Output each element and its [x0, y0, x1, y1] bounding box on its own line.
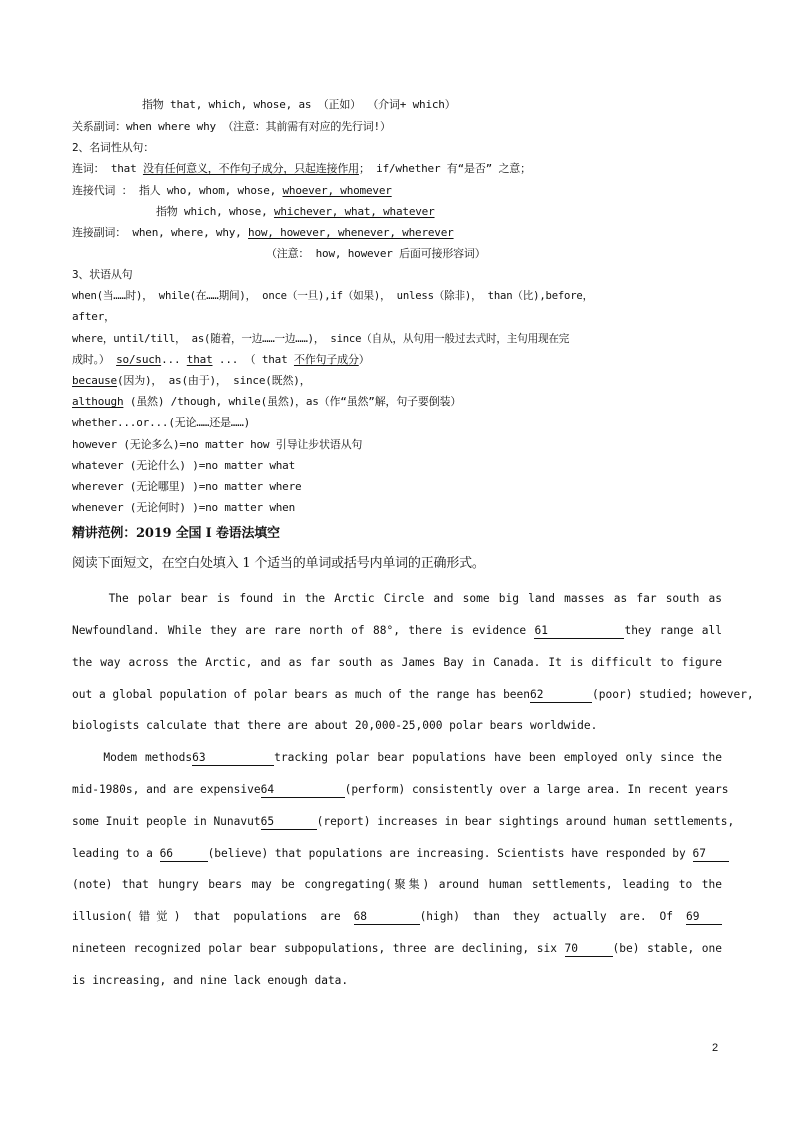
adverbial-clause-title: 3、状语从句	[72, 268, 133, 281]
rel-pron-line: 指物 that, which, whose, as （正如） （介词+ which）	[142, 98, 456, 111]
page-number: 2	[712, 1042, 719, 1054]
instruction: 阅读下面短文，在空白处填入 1 个适当的单词或括号内单词的正确形式。	[72, 556, 485, 571]
passage-line: biologists calculate that there are about 20,000-25,000 polar bears worldwide.	[72, 719, 598, 732]
passage-line: leading to a 66 (believe) that populations are increasing. Scientists have responded by 67	[72, 846, 722, 862]
noun-clause-title: 2、名词性从句：	[72, 141, 155, 154]
passage-line: (note) that hungry bears may be congregating(聚集) around human settlements, leading to the	[72, 878, 722, 891]
passage-line: The polar bear is found in the Arctic Circle and some big land masses as far south as	[72, 592, 722, 605]
adv-line-3: where，until/till， as(随着，一边……一边……)， since（自从，从句用一般过去式时，主句用现在完	[72, 333, 570, 345]
blank-68[interactable]: 68	[354, 910, 420, 925]
passage-line: Modem methods63 tracking polar bear populations have been employed only since the	[72, 751, 722, 764]
adv-line-2: after，	[72, 310, 115, 323]
passage-line: is increasing, and nine lack enough data.	[72, 974, 349, 987]
passage-line: the way across the Arctic, and as far south as James Bay in Canada. It is difficult to figure	[72, 656, 722, 669]
adv-line-11: whenever (无论何时) )=no matter when	[72, 501, 296, 514]
blank-65[interactable]: 65	[261, 815, 317, 830]
blank-66[interactable]: 66	[160, 847, 208, 862]
adv-line-8: however (无论多么)=no matter how 引导让步状语从句	[72, 438, 363, 451]
adv-line-5: because(因为)， as(由于)， since(既然)，	[72, 374, 311, 387]
passage-line: mid-1980s, and are expensive64 (perform) consistently over a large area. In recent years	[72, 783, 729, 796]
blank-70[interactable]: 70	[565, 942, 613, 957]
conj-pron-person: 连接代词 ： 指人 who, whom, whose, whoever, whomever	[72, 184, 392, 197]
example-heading: 精讲范例：2019 全国 I 卷语法填空	[72, 526, 280, 541]
passage-line: nineteen recognized polar bear subpopulations, three are declining, six 70 (be) stable, one	[72, 942, 722, 955]
passage-line: Newfoundland. While they are rare north of 88°, there is evidence 61 they range all	[72, 624, 723, 637]
adv-line-6: although (虽然) /though, while(虽然)，as（作“虽然”解，句子要倒装）	[72, 395, 462, 408]
blank-69[interactable]: 69	[686, 910, 722, 925]
conj-adv-line: 连接副词： when, where, why, how, however, whenever, wherever	[72, 226, 454, 239]
blank-67[interactable]: 67	[693, 847, 729, 862]
adv-line-7: whether...or...(无论……还是……)	[72, 416, 251, 429]
blank-64[interactable]: 64	[261, 783, 345, 798]
conj-line: 连词： that 没有任何意义，不作句子成分，只起连接作用； if/whether 有“是否” 之意；	[72, 162, 531, 175]
conj-adv-note: （注意： how, however 后面可接形容词）	[266, 247, 486, 260]
passage-line: some Inuit people in Nunavut65 (report) increases in bear sightings around human settlements,	[72, 815, 735, 828]
passage-line: illusion(错觉) that populations are 68 (high) than they actually are. Of 69	[72, 909, 722, 925]
blank-62[interactable]: 62	[530, 688, 592, 703]
adv-line-4: 成时。） so/such... that ... （ that 不作句子成分）	[72, 353, 370, 366]
passage-line: out a global population of polar bears as much of the range has been62 (poor) studied; however,	[72, 688, 754, 701]
adv-line-9: whatever (无论什么) )=no matter what	[72, 459, 296, 472]
rel-adv-line: 关系副词：when where why （注意：其前需有对应的先行词!）	[72, 120, 391, 133]
blank-61[interactable]: 61	[534, 624, 624, 639]
blank-63[interactable]: 63	[192, 751, 274, 766]
adv-line-1: when(当……时)， while(在……期间)， once（一旦),if（如果)， unless（除非)， than（比),before，	[72, 290, 593, 302]
conj-pron-thing: 指物 which, whose, whichever, what, whatever	[156, 205, 435, 218]
adv-line-10: wherever (无论哪里) )=no matter where	[72, 480, 302, 493]
